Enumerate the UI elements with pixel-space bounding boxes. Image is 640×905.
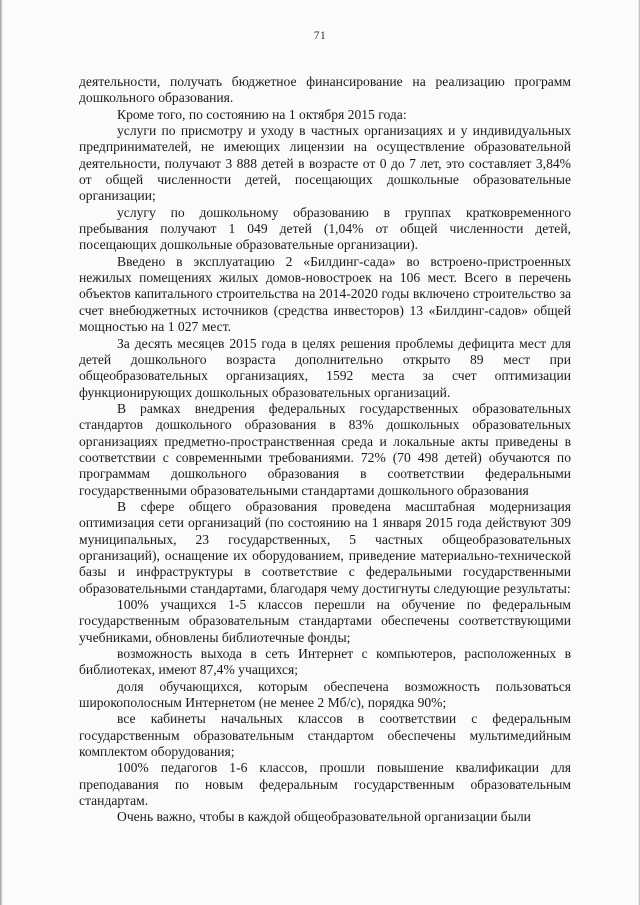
paragraph-continuation: деятельности, получать бюджетное финансирование на реализацию программ дошкольного образования. (79, 74, 571, 106)
paragraph: 100% учащихся 1-5 классов перешли на обучение по федеральным государственным образовательным стандартами обеспечены соответствующими учебниками, обновлены библиотечные фонды; (79, 597, 571, 645)
paragraph: 100% педагогов 1-6 классов, прошли повышение квалификации для преподавания по новым федеральным государственным образовательным стандартам. (79, 760, 571, 809)
page-number: 71 (313, 30, 327, 42)
paragraph: Кроме того, по состоянию на 1 октября 2015 года: (117, 106, 407, 122)
scan-edge-left (0, 0, 3, 905)
paragraph: Очень важно, чтобы в каждой общеобразовательной организации были (117, 809, 531, 825)
paragraph: В рамках внедрения федеральных государственных образовательных стандартов дошкольного образования в 83% дошкольных образовательных организациях предметно-пространственная среда и локальные акты приведены в соответствии с современными требованиями. 72% (70 498 детей) обучаются по программам дошкольного образования в соответствии федеральными государственными образовательными стандартами дошкольного образования (79, 400, 571, 498)
paragraph: доля обучающихся, которым обеспечена возможность пользоваться широкополосным Интернетом (не менее 2 Мб/с), порядка 90%; (79, 678, 571, 711)
document-body (79, 74, 571, 826)
paragraph: все кабинеты начальных классов в соответствии с федеральным государственным образовательным стандартом обеспечены мультимедийным комплектом оборудования; (79, 711, 571, 760)
paragraph: Введено в эксплуатацию 2 «Билдинг-сада» во встроено-пристроенных нежилых помещениях жилых домов-новостроек на 106 мест. Всего в перечень объектов капитального строительства на 2014-2020 годы включено строительство за счет внебюджетных источников (средства инвесторов) 13 «Билдинг-садов» общей мощностью на 1 027 мест. (79, 253, 571, 335)
paragraph: За десять месяцев 2015 года в целях решения проблемы дефицита мест для детей дошкольного возраста дополнительно открыто 89 мест при общеобразовательных организациях, 1592 места за счет оптимизации функционирующих дошкольных образовательных организаций. (79, 335, 571, 400)
paragraph: возможность выхода в сеть Интернет с компьютеров, расположенных в библиотеках, имеют 87,4% учащихся; (79, 646, 571, 678)
paragraph: В сфере общего образования проведена масштабная модернизация оптимизация сети организаций (по состоянию на 1 января 2015 года действуют 309 муниципальных, 23 государственных, 5 частных общеобразовательных организаций), оснащение их оборудованием, приведение материально-технической базы и инфраструктуры в соответствие с федеральными государственными образовательными стандартами, благодаря чему достигнуты следующие результаты: (79, 498, 571, 596)
paragraph: услугу по дошкольному образованию в группах кратковременного пребывания получают 1 049 детей (1,04% от общей численности детей, посещающих дошкольные образовательные организации). (79, 204, 571, 253)
paragraph: услуги по присмотру и уходу в частных организациях и у индивидуальных предпринимателей, не имеющих лицензии на осуществление образовательной деятельности, получают 3 888 детей в возрасте от 0 до 7 лет, это составляет 3,84% от общей численности детей, посещающих дошкольные образовательные организации; (79, 123, 571, 204)
